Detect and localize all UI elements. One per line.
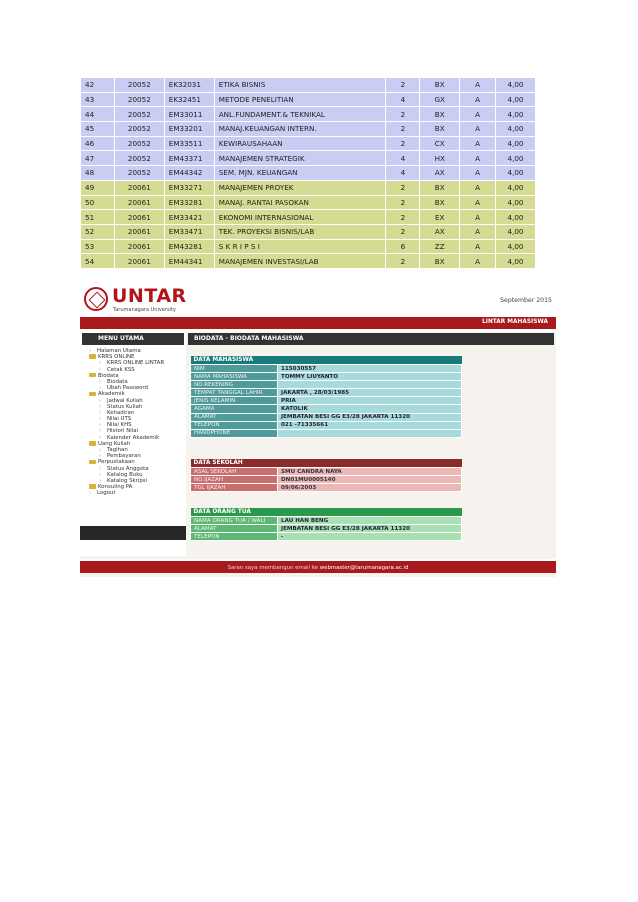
bullet-icon: ›	[99, 471, 101, 478]
field-value: TOMMY LIUYANTO	[278, 373, 462, 381]
table-row	[191, 421, 462, 429]
table-row	[191, 413, 462, 421]
folder-icon	[89, 441, 96, 445]
menu-item-label: Status Anggota	[107, 465, 149, 472]
grade-cell-sks: 2	[386, 210, 420, 225]
grade-cell-grade: A	[460, 166, 496, 181]
grade-cell-course: ETIKA BISNIS	[214, 78, 386, 93]
grade-cell-year: 20061	[114, 195, 164, 210]
table-row	[81, 210, 536, 225]
grade-cell-course: KEWIRAUSAHAAN	[214, 136, 386, 151]
grade-cell-course: ANL.FUNDAMENT.& TEKNIKAL	[214, 107, 386, 122]
grade-cell-grade: A	[460, 107, 496, 122]
grade-cell-no: 47	[81, 151, 115, 166]
grade-cell-no: 49	[81, 180, 115, 195]
menu-item-label: Halaman Utama	[97, 348, 141, 354]
grade-cell-course: MANAJEMEN INVESTASI/LAB	[214, 254, 386, 269]
menu-item-label: Konsuling PA	[98, 484, 133, 491]
bullet-icon: ›	[99, 403, 101, 410]
grade-cell-no: 48	[81, 166, 115, 181]
bullet-icon: ›	[99, 360, 101, 367]
portal-window	[80, 283, 556, 577]
field-value: -	[278, 533, 462, 541]
menu-item-label: Uang Kuliah	[98, 440, 131, 447]
bullet-icon: ›	[99, 453, 101, 460]
field-label: AGAMA	[191, 405, 278, 413]
grade-cell-course: MANAJEMEN STRATEGIK	[214, 151, 386, 166]
bullet-icon: ›	[99, 447, 101, 453]
grade-cell-no: 54	[81, 254, 115, 269]
table-row	[191, 381, 462, 389]
menu-item-label: KRRS ONLINE LINTAR	[107, 360, 165, 367]
field-value: 09/06/2003	[278, 484, 462, 492]
grade-cell-code: EM33471	[164, 224, 214, 239]
table-row	[191, 397, 462, 405]
grade-cell-year: 20061	[114, 239, 164, 254]
grade-cell-code: EM43371	[164, 151, 214, 166]
field-label: TELEPON	[191, 421, 278, 429]
field-value: PRIA	[278, 397, 462, 405]
menu-item-label: Histori Nilai	[107, 428, 139, 435]
table-row	[191, 476, 462, 484]
grade-cell-code2: BX	[420, 78, 460, 93]
grade-cell-grade: A	[460, 180, 496, 195]
grade-cell-course: EKONOMI INTERNASIONAL	[214, 210, 386, 225]
grade-cell-sks: 6	[386, 239, 420, 254]
field-label: ALAMAT	[191, 525, 278, 533]
table-row	[191, 389, 462, 397]
menu-item-label: Tagihan	[107, 447, 128, 453]
field-value: KATOLIK	[278, 405, 462, 413]
untar-logo-icon	[84, 287, 108, 311]
grade-table-body	[81, 78, 536, 269]
grade-cell-year: 20052	[114, 107, 164, 122]
menu-item-label: Jadwal Kuliah	[107, 397, 143, 404]
grade-cell-grade: A	[460, 136, 496, 151]
table-row	[81, 239, 536, 254]
grade-cell-code2: ZZ	[420, 239, 460, 254]
grade-cell-score: 4,00	[496, 78, 536, 93]
grade-cell-score: 4,00	[496, 107, 536, 122]
school-data-section	[190, 459, 462, 492]
field-label: NIM	[191, 365, 278, 373]
table-row	[191, 468, 462, 476]
grade-cell-code: EM33511	[164, 136, 214, 151]
field-label: TEMPAT TANGGAL LAHIR	[191, 389, 278, 397]
field-label: NAMA ORANG TUA / WALI	[191, 517, 278, 525]
table-row	[81, 166, 536, 181]
grade-cell-code: EM33271	[164, 180, 214, 195]
top-bar-title: LINTAR MAHASISWA	[482, 319, 548, 325]
student-data-section	[190, 356, 462, 438]
bullet-icon: ›	[99, 416, 101, 423]
field-value: SMU CANDRA NAYA	[278, 468, 462, 476]
grade-cell-no: 52	[81, 224, 115, 239]
grade-cell-no: 50	[81, 195, 115, 210]
bullet-icon: ›	[99, 422, 101, 429]
menu-item-label: Biodata	[98, 372, 119, 379]
grade-cell-year: 20052	[114, 151, 164, 166]
grade-cell-score: 4,00	[496, 254, 536, 269]
field-label: NO.REKENING	[191, 381, 278, 389]
grade-cell-code2: AX	[420, 166, 460, 181]
grade-cell-course: SEM. MJN. KEUANGAN	[214, 166, 386, 181]
bullet-icon: ›	[99, 428, 101, 435]
grade-cell-code2: CX	[420, 136, 460, 151]
grade-cell-score: 4,00	[496, 122, 536, 137]
table-row	[81, 78, 536, 93]
grade-cell-no: 44	[81, 107, 115, 122]
grade-cell-grade: A	[460, 224, 496, 239]
grade-cell-year: 20052	[114, 122, 164, 137]
table-row	[81, 136, 536, 151]
grade-cell-code: EM33421	[164, 210, 214, 225]
footer-text	[80, 565, 556, 571]
grade-cell-year: 20061	[114, 210, 164, 225]
left-panel-footer	[80, 526, 186, 540]
table-row	[81, 195, 536, 210]
student-data-heading: DATA MAHASISWA	[191, 356, 462, 365]
grade-cell-grade: A	[460, 78, 496, 93]
grade-cell-sks: 4	[386, 166, 420, 181]
field-value: JEMBATAN BESI GG E3/28 JAKARTA 11320	[278, 525, 462, 533]
grade-cell-no: 45	[81, 122, 115, 137]
grade-cell-score: 4,00	[496, 239, 536, 254]
table-row	[191, 484, 462, 492]
grade-cell-score: 4,00	[496, 151, 536, 166]
bullet-icon: ›	[99, 366, 101, 373]
grade-cell-code: EM33011	[164, 107, 214, 122]
grade-cell-score: 4,00	[496, 136, 536, 151]
grade-cell-code2: BX	[420, 180, 460, 195]
main-menu	[82, 348, 184, 497]
grade-cell-sks: 2	[386, 78, 420, 93]
field-value: JAKARTA , 28/03/1985	[278, 389, 462, 397]
grade-cell-year: 20061	[114, 224, 164, 239]
menu-item-label: Akademik	[98, 391, 125, 398]
table-row	[81, 180, 536, 195]
table-row	[191, 429, 462, 437]
grade-cell-code2: AX	[420, 224, 460, 239]
field-label: ASAL SEKOLAH	[191, 468, 278, 476]
parent-data-section	[190, 508, 462, 541]
grade-cell-grade: A	[460, 195, 496, 210]
school-data-heading: DATA SEKOLAH	[191, 459, 462, 468]
grade-cell-year: 20052	[114, 92, 164, 107]
menu-item-label: Pembayaran	[107, 453, 141, 460]
folder-icon	[89, 460, 96, 464]
grade-cell-sks: 2	[386, 195, 420, 210]
table-row	[191, 517, 462, 525]
grade-cell-year: 20061	[114, 254, 164, 269]
grade-cell-score: 4,00	[496, 180, 536, 195]
portal-footer	[80, 559, 556, 573]
grade-cell-code2: GX	[420, 92, 460, 107]
grade-cell-code2: BX	[420, 107, 460, 122]
grade-cell-sks: 2	[386, 122, 420, 137]
bullet-icon: ›	[99, 385, 101, 392]
folder-icon	[89, 373, 96, 377]
grade-cell-year: 20061	[114, 180, 164, 195]
table-row	[81, 122, 536, 137]
field-value: 021 -71335661	[278, 421, 462, 429]
menu-item-label: Status Kuliah	[107, 403, 143, 410]
grade-cell-code2: BX	[420, 254, 460, 269]
portal-header	[80, 283, 556, 317]
grade-cell-code2: BX	[420, 122, 460, 137]
table-row	[191, 525, 462, 533]
field-value: JEMBATAN BESI GG E3/28 JAKARTA 11320	[278, 413, 462, 421]
menu-item-label: Perpustakaan	[98, 459, 135, 466]
bullet-icon: ›	[99, 477, 101, 484]
field-label: TELEPON	[191, 533, 278, 541]
bullet-icon: ›	[99, 434, 101, 441]
grade-cell-course: S K R I P S I	[214, 239, 386, 254]
grade-cell-sks: 2	[386, 107, 420, 122]
grade-cell-course: MANAJ.KEUANGAN INTERN.	[214, 122, 386, 137]
menu-item-label: Kalender Akademik	[107, 434, 160, 441]
grade-cell-sks: 4	[386, 151, 420, 166]
footer-email-link[interactable]: webmaster@tarumanagara.ac.id	[319, 565, 409, 571]
grade-cell-code: EK32031	[164, 78, 214, 93]
field-label: NAMA MAHASISWA	[191, 373, 278, 381]
table-row	[191, 405, 462, 413]
menu-item-label: KRRS ONLINE	[98, 354, 135, 361]
grade-cell-code: EM44341	[164, 254, 214, 269]
footer-message: Saran saya membangun email ke	[227, 565, 318, 571]
grade-cell-grade: A	[460, 92, 496, 107]
grade-cell-code: EM43281	[164, 239, 214, 254]
grade-cell-course: TEK. PROYEKSI BISNIS/LAB	[214, 224, 386, 239]
field-value	[278, 429, 462, 437]
grade-cell-grade: A	[460, 210, 496, 225]
grade-cell-no: 43	[81, 92, 115, 107]
field-value: 115030557	[278, 365, 462, 373]
bullet-icon: ›	[99, 409, 101, 416]
bullet-icon: ›	[89, 348, 91, 354]
field-value: LAU HAN BENG	[278, 517, 462, 525]
folder-icon	[89, 484, 96, 488]
field-value: DN01MU0005140	[278, 476, 462, 484]
grade-table	[80, 77, 536, 269]
menu-item-label: Biodata	[107, 378, 128, 385]
grade-cell-course: METODE PENELITIAN	[214, 92, 386, 107]
grade-cell-sks: 2	[386, 254, 420, 269]
table-row	[81, 151, 536, 166]
table-row	[81, 224, 536, 239]
field-label: HANDPHONE	[191, 429, 278, 437]
grade-cell-code: EM44342	[164, 166, 214, 181]
bullet-icon: ›	[89, 490, 91, 497]
grade-cell-score: 4,00	[496, 224, 536, 239]
grade-cell-no: 46	[81, 136, 115, 151]
grade-cell-sks: 2	[386, 136, 420, 151]
grade-cell-code2: HX	[420, 151, 460, 166]
grade-cell-sks: 2	[386, 224, 420, 239]
grade-cell-sks: 2	[386, 180, 420, 195]
field-label: NO.IJAZAH	[191, 476, 278, 484]
field-label: TGL IJAZAH	[191, 484, 278, 492]
grade-cell-score: 4,00	[496, 210, 536, 225]
bullet-icon: ›	[99, 465, 101, 472]
menu-item-label: Katalog Skripsi	[107, 477, 148, 484]
grade-cell-course: MANAJEMEN PROYEK	[214, 180, 386, 195]
grade-cell-score: 4,00	[496, 166, 536, 181]
table-row	[81, 107, 536, 122]
grade-cell-course: MANAJ. RANTAI PASOKAN	[214, 195, 386, 210]
parent-data-heading: DATA ORANG TUA	[191, 508, 462, 517]
grade-cell-code2: BX	[420, 195, 460, 210]
menu-item-label: Nilai UTS	[107, 416, 132, 423]
grade-cell-year: 20052	[114, 78, 164, 93]
field-label: JENIS KELAMIN	[191, 397, 278, 405]
header-date: September 2015	[500, 297, 552, 304]
grade-cell-code: EM33201	[164, 122, 214, 137]
grade-cell-grade: A	[460, 254, 496, 269]
menu-item-label: Cetak KSS	[107, 366, 135, 373]
grade-cell-year: 20052	[114, 166, 164, 181]
bullet-icon: ›	[99, 378, 101, 385]
menu-item-label: Nilai KHS	[107, 422, 132, 429]
menu-item-label: Kehadiran	[107, 409, 135, 416]
grade-cell-grade: A	[460, 239, 496, 254]
menu-item-label: Logout	[97, 490, 116, 497]
grade-cell-year: 20052	[114, 136, 164, 151]
grade-cell-no: 51	[81, 210, 115, 225]
logo-subtitle: Tarumanagara University	[113, 307, 176, 313]
grade-cell-no: 42	[81, 78, 115, 93]
logo-text: UNTAR	[112, 285, 187, 307]
grade-cell-code2: EX	[420, 210, 460, 225]
menu-item-label: Ubah Password	[107, 385, 148, 392]
grade-cell-score: 4,00	[496, 195, 536, 210]
menu-title: MENU UTAMA	[82, 333, 184, 345]
grade-cell-grade: A	[460, 122, 496, 137]
grade-cell-score: 4,00	[496, 92, 536, 107]
folder-icon	[89, 392, 96, 396]
menu-item-label: Katalog Buku	[107, 471, 143, 478]
table-row	[81, 254, 536, 269]
field-label: ALAMAT	[191, 413, 278, 421]
folder-icon	[89, 354, 96, 358]
table-row	[191, 373, 462, 381]
grade-cell-grade: A	[460, 151, 496, 166]
menu-item[interactable]	[82, 490, 184, 496]
grade-cell-sks: 4	[386, 92, 420, 107]
page-title: BIODATA - BIODATA MAHASISWA	[188, 333, 554, 345]
grade-cell-code: EK32451	[164, 92, 214, 107]
table-row	[191, 533, 462, 541]
grade-cell-no: 53	[81, 239, 115, 254]
field-value	[278, 381, 462, 389]
table-row	[191, 365, 462, 373]
table-row	[81, 92, 536, 107]
grade-cell-code: EM33281	[164, 195, 214, 210]
bullet-icon: ›	[99, 397, 101, 404]
